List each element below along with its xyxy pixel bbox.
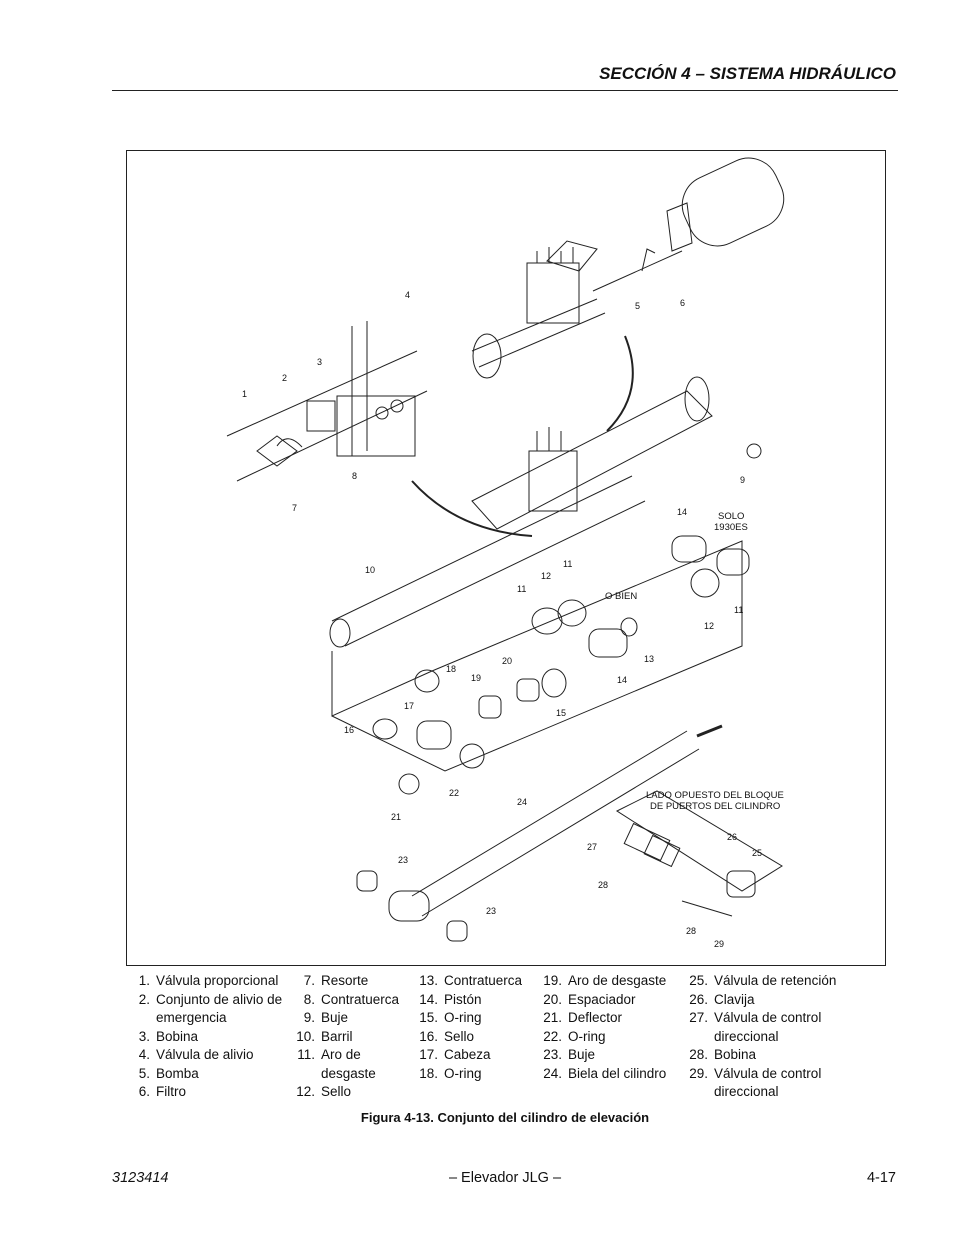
legend-item: 11. Aro de desgaste — [297, 1047, 376, 1081]
cylinder-assembly-drawing — [127, 151, 885, 965]
legend-item: 4. Válvula de alivio — [138, 1047, 254, 1062]
callout-21: 21 — [391, 812, 402, 822]
legend-item: 13. Contratuerca — [419, 973, 523, 988]
note-o-bien: O BIEN — [605, 591, 638, 602]
callout-26: 26 — [727, 832, 738, 842]
callout-7: 7 — [292, 503, 298, 513]
legend-item: 2. Conjunto de alivio de emergencia — [138, 991, 283, 1025]
legend-item: 3. Bobina — [138, 1028, 199, 1044]
callout-19: 19 — [471, 673, 482, 683]
legend-item: 19. Aro de desgaste — [543, 973, 667, 988]
legend-item: 28. Bobina — [689, 1047, 757, 1062]
callout-22: 22 — [449, 788, 460, 798]
figure-caption: Figura 4-13. Conjunto del cilindro de elevación — [360, 1110, 650, 1125]
legend-item: 6. Filtro — [138, 1084, 186, 1099]
callout-11a: 11 — [517, 584, 527, 594]
callout-9: 9 — [740, 475, 746, 485]
legend-item: 25. Válvula de retención — [689, 973, 837, 988]
legend-column-1 — [130, 972, 295, 1102]
callout-11c: 11 — [734, 605, 744, 615]
callout-14b: 14 — [617, 675, 628, 685]
callout-15: 15 — [556, 708, 567, 718]
legend-item: 24. Biela del cilindro — [543, 1065, 667, 1081]
pump-motor-illustration — [472, 151, 794, 378]
exploded-diagram — [126, 150, 886, 966]
callout-25: 25 — [752, 848, 763, 858]
callout-29: 29 — [714, 939, 725, 949]
section-title: SECCIÓN 4 – SISTEMA HIDRÁULICO — [599, 64, 896, 83]
callout-2: 2 — [282, 373, 288, 383]
legend-column-2 — [295, 972, 420, 1102]
callout-4: 4 — [405, 290, 411, 300]
legend-item: 18. O-ring — [419, 1065, 482, 1081]
legend-column-3 — [418, 972, 543, 1083]
legend-item: 12. Sello — [296, 1084, 352, 1099]
legend-item: 23. Buje — [543, 1047, 596, 1062]
callout-6: 6 — [680, 298, 686, 308]
callout-28a: 28 — [598, 880, 609, 890]
legend-item: 29. Válvula de control direccional — [689, 1065, 822, 1099]
legend-item: 17. Cabeza — [419, 1047, 491, 1062]
curved-arrow-up — [607, 336, 633, 431]
valve-block-illustration — [227, 321, 427, 481]
legend-item: 14. Pistón — [419, 991, 482, 1007]
legend-column-5 — [688, 972, 858, 1102]
note-solo: SOLO — [718, 511, 745, 522]
legend-item: 16. Sello — [419, 1028, 475, 1044]
callout-11b: 11 — [563, 559, 573, 569]
callout-24: 24 — [517, 797, 528, 807]
footer-title: – Elevador JLG – — [448, 1170, 562, 1186]
callout-labels — [242, 290, 784, 949]
cylinder-rod-illustration — [357, 726, 722, 941]
cylinder-barrel-illustration — [330, 377, 761, 647]
header-divider — [112, 90, 898, 91]
legend-item: 26. Clavija — [689, 991, 755, 1007]
callout-14a: 14 — [677, 507, 688, 517]
legend-item: 10. Barril — [296, 1028, 353, 1044]
callout-1: 1 — [242, 389, 248, 399]
note-opposite-line2: DE PUERTOS DEL CILINDRO — [650, 801, 781, 812]
legend-item: 5. Bomba — [138, 1065, 199, 1081]
callout-27: 27 — [587, 842, 598, 852]
legend-item: 20. Espaciador — [543, 991, 636, 1007]
legend-item: 8. Contratuerca — [303, 991, 400, 1007]
callout-13: 13 — [644, 654, 655, 664]
callout-3: 3 — [317, 357, 323, 367]
callout-10: 10 — [365, 565, 376, 575]
legend-item: 9. Buje — [303, 1010, 349, 1025]
legend-item: 7. Resorte — [303, 973, 369, 988]
legend-column-4 — [542, 972, 692, 1083]
legend-item: 1. Válvula proporcional — [138, 973, 279, 988]
callout-28b: 28 — [686, 926, 697, 936]
callout-17: 17 — [404, 701, 415, 711]
curved-arrow-left — [412, 481, 532, 536]
note-opposite-line1: LADO OPUESTO DEL BLOQUE — [646, 790, 784, 801]
callout-18: 18 — [446, 664, 457, 674]
page-number: 4-17 — [866, 1170, 896, 1186]
legend-item: 22. O-ring — [543, 1028, 606, 1044]
callout-12a: 12 — [541, 571, 552, 581]
note-solo-model: 1930ES — [714, 522, 748, 533]
callout-23a: 23 — [398, 855, 409, 865]
callout-12b: 12 — [704, 621, 715, 631]
callout-16: 16 — [344, 725, 355, 735]
legend-item: 15. O-ring — [419, 1010, 482, 1025]
callout-5: 5 — [635, 301, 641, 311]
doc-number: 3123414 — [112, 1170, 169, 1186]
callout-20: 20 — [502, 656, 513, 666]
callout-23b: 23 — [486, 906, 497, 916]
legend-item: 27. Válvula de control direccional — [689, 1010, 822, 1044]
legend-item: 21. Deflector — [543, 1010, 623, 1025]
callout-8: 8 — [352, 471, 358, 481]
